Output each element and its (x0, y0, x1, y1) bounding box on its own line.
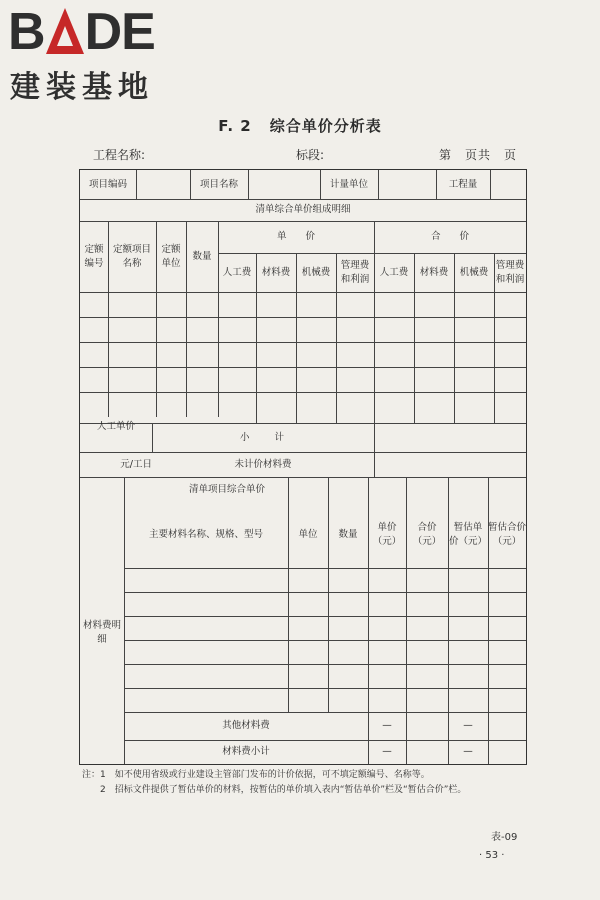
material-unit-header: 单位 (298, 529, 318, 540)
quantity-header: 数量 (192, 250, 212, 262)
unit-price-analysis-table (79, 169, 527, 765)
table-number: 表-09 (491, 832, 518, 843)
item-code-label: 项目编码 (88, 178, 127, 190)
unit-machine-header: 机械费 (301, 266, 331, 278)
yuan-per-day-label: 元/工日 (120, 458, 152, 470)
project-name-label: 工程名称: (93, 148, 146, 162)
subtotal-label: 小 计 (239, 431, 286, 443)
subtotal-unit-price-dash: — (382, 746, 392, 757)
logo-letter-b: B (8, 3, 45, 61)
breakdown-header: 清单综合单价组成明细 (255, 204, 351, 215)
quota-name-header: 定额项目 名称 (112, 243, 151, 269)
labor-unit-price-label: 人工单价 (96, 421, 135, 432)
page-title (0, 115, 600, 136)
other-material-label: 其他材料费 (222, 720, 270, 731)
material-detail-label: 材料费明细 (82, 620, 121, 645)
logo-triangle-icon (46, 8, 84, 54)
unit-price-header: 单 价 (276, 231, 315, 242)
total-material-header: 材料费 (419, 266, 449, 278)
note-2: 2 招标文件提供了暂估单价的材料，按暂估的单价填入表内“暂估单价”栏及“暂估合价”栏。 (82, 785, 467, 795)
total-mgmt-header: 管理费 和利润 (495, 259, 525, 285)
section-label: 标段: (296, 148, 325, 162)
work-quantity-label: 工程量 (448, 178, 478, 190)
other-est-unit-dash: — (463, 720, 473, 731)
subtotal-est-unit-dash: — (463, 746, 473, 757)
total-labor-header: 人工费 (379, 266, 409, 278)
material-qty-header: 数量 (338, 529, 358, 540)
est-unit-price-header: 暂估单 价（元） (448, 522, 487, 547)
title-text: 综合单价分析表 (269, 117, 382, 135)
bade-logo (8, 3, 155, 106)
total-machine-header: 机械费 (459, 266, 489, 278)
logo-letters-de: DE (84, 3, 155, 61)
item-name-label: 项目名称 (199, 178, 238, 190)
est-total-header: 暂估合价 （元） (488, 522, 527, 547)
table-notes (82, 768, 466, 798)
unit-material-header: 材料费 (261, 266, 291, 278)
total-price-header: 合 价 (430, 231, 469, 242)
quota-no-header: 定额 编号 (84, 243, 104, 269)
main-material-header: 主要材料名称、规格、型号 (148, 529, 263, 540)
logo-subtitle: 建装基地 (10, 70, 154, 105)
material-unit-price-header: 单价 （元） (372, 522, 402, 547)
logo-wordmark (8, 3, 155, 61)
note-1: 注：1 如不使用省级或行业建设主管部门发布的计价依据，可不填定额编号、名称等。 (82, 770, 430, 780)
page-count-label: 第 页共 页 (439, 148, 518, 162)
unpriced-material-label: 未计价材料费 (234, 458, 292, 470)
composite-price-label: 清单项目综合单价 (188, 483, 265, 495)
logo-triangle-a (46, 8, 84, 54)
page-number: · 53 · (479, 850, 505, 861)
material-total-header: 合价 （元） (412, 522, 442, 547)
other-unit-price-dash: — (382, 720, 392, 731)
unit-labor-header: 人工费 (222, 266, 252, 278)
unit-mgmt-header: 管理费 和利润 (340, 259, 370, 285)
quota-unit-header: 定额 单位 (161, 243, 181, 269)
measure-unit-label: 计量单位 (329, 178, 368, 190)
title-number: F. 2 (218, 117, 252, 135)
material-subtotal-label: 材料费小计 (222, 746, 270, 757)
